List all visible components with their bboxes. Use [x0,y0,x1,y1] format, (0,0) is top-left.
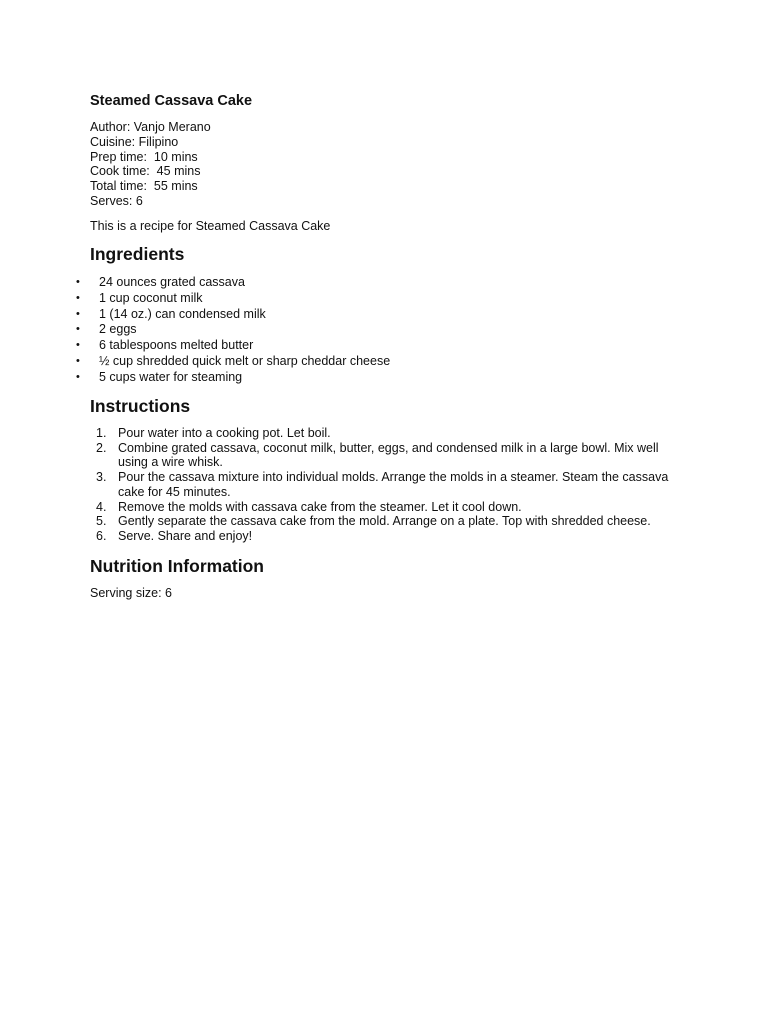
meta-serves: Serves: 6 [90,193,143,208]
ingredients-heading: Ingredients [90,244,185,264]
nutrition-heading: Nutrition Information [90,556,265,576]
instructions-list [0,426,690,544]
step-text: Pour the cassava mixture into individual molds. Arrange the molds in a steamer. Steam the cassava cake for 45 minutes. [118,470,669,499]
step-text: Combine grated cassava, coconut milk, butter, eggs, and condensed milk in a large bowl. Mix well using a wire whisk. [118,440,659,470]
list-item [0,470,690,499]
step-text: Remove the molds with cassava cake from the steamer. Let it cool down. [118,499,522,514]
list-item [0,322,390,338]
list-item [0,291,390,307]
serving-size: Serving size: 6 [90,586,172,600]
meta-prep-time: Prep time: 10 mins [90,149,198,164]
recipe-meta [90,120,211,209]
list-item [0,426,690,441]
list-item [0,514,690,529]
ingredient-text: 1 cup coconut milk [99,290,203,305]
ingredient-text: ½ cup shredded quick melt or sharp cheddar cheese [99,353,391,368]
meta-cuisine: Cuisine: Filipino [90,134,179,149]
ingredient-text: 24 ounces grated cassava [99,275,245,289]
list-item [0,338,390,354]
step-number: 1. [96,426,107,440]
step-number: 2. [96,440,107,455]
list-item [0,441,690,470]
list-item [0,529,690,544]
instructions-heading: Instructions [90,396,191,416]
bullet-icon: • [76,276,80,288]
list-item [0,307,390,323]
step-text: Pour water into a cooking pot. Let boil. [118,426,331,440]
recipe-intro: This is a recipe for Steamed Cassava Cake [90,219,331,233]
step-number: 5. [96,514,107,529]
ingredient-text: 6 tablespoons melted butter [99,338,254,353]
step-text: Gently separate the cassava cake from the mold. Arrange on a plate. Top with shredded cheese. [118,514,651,529]
step-number: 6. [96,528,107,543]
bullet-icon: • [76,323,80,336]
ingredients-list [0,275,390,386]
list-item [0,275,390,291]
ingredient-text: 1 (14 oz.) can condensed milk [99,306,266,321]
meta-total-time: Total time: 55 mins [90,179,198,194]
step-text: Serve. Share and enjoy! [118,528,253,543]
bullet-icon: • [76,307,80,320]
meta-author: Author: Vanjo Merano [90,120,211,134]
ingredient-text: 2 eggs [99,322,137,337]
bullet-icon: • [76,339,80,352]
recipe-title: Steamed Cassava Cake [90,93,253,109]
list-item [0,370,390,386]
meta-cook-time: Cook time: 45 mins [90,164,201,179]
bullet-icon: • [76,354,80,367]
bullet-icon: • [76,291,80,304]
step-number: 3. [96,470,107,485]
list-item [0,500,690,515]
list-item [0,354,390,370]
ingredient-text: 5 cups water for steaming [99,369,243,384]
bullet-icon: • [76,370,80,383]
step-number: 4. [96,499,107,514]
